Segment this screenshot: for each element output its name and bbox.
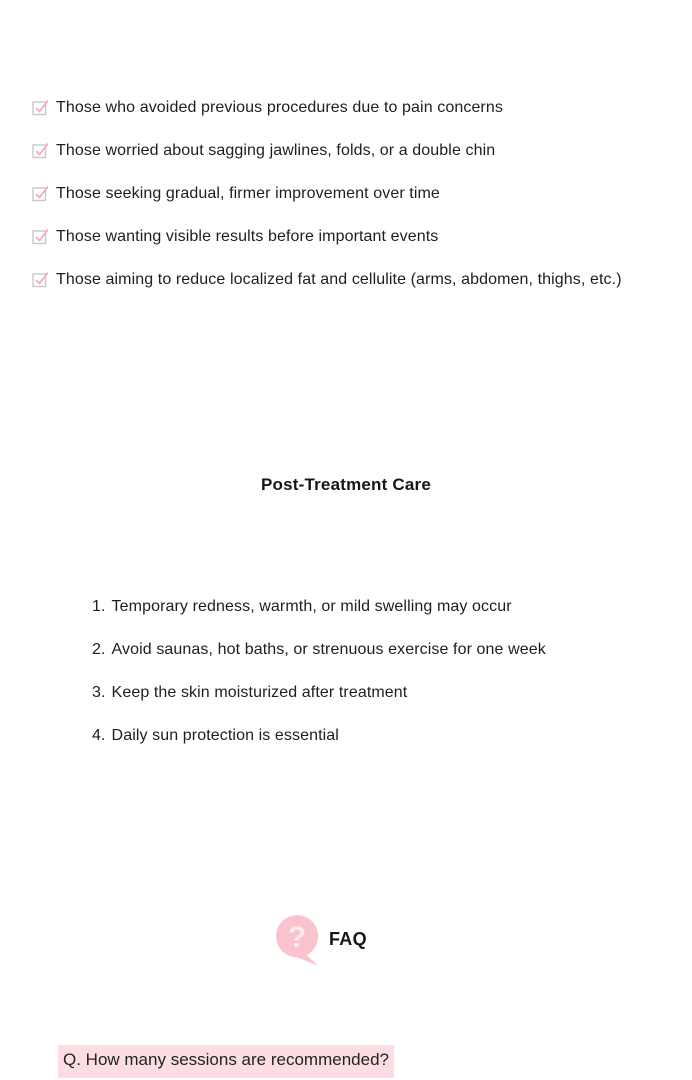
checkbox-check-icon: [32, 141, 50, 159]
list-item: [92, 637, 546, 662]
section-title-post-treatment-care: Post-Treatment Care: [260, 475, 432, 494]
faq-question: [58, 1050, 394, 1070]
list-item-text: Temporary redness, warmth, or mild swelling may occur: [111, 597, 512, 615]
svg-text:?: ?: [288, 920, 307, 954]
list-item-number: 2.: [92, 640, 106, 658]
list-item-number: 1.: [92, 597, 106, 615]
list-item-text: Those worried about sagging jawlines, folds, or a double chin: [56, 141, 496, 159]
list-item: [32, 95, 622, 120]
list-item-text: Daily sun protection is essential: [111, 726, 339, 744]
faq-section-title: FAQ: [329, 928, 367, 949]
faq-question-text: Q. How many sessions are recommended?: [58, 1045, 394, 1078]
list-item-text: Those aiming to reduce localized fat and cellulite (arms, abdomen, thighs, etc.): [56, 270, 622, 288]
checkbox-check-icon: [32, 270, 50, 288]
list-item: [92, 680, 546, 705]
candidates-checklist: [32, 95, 622, 310]
list-item: [92, 594, 546, 619]
checkbox-check-icon: [32, 227, 50, 245]
list-item-text: Those who avoided previous procedures due to pain concerns: [56, 98, 503, 116]
list-item-number: 4.: [92, 726, 106, 744]
list-item: [32, 267, 622, 292]
list-item-text: Keep the skin moisturized after treatment: [111, 683, 408, 701]
list-item-text: Those wanting visible results before important events: [56, 227, 439, 245]
list-item: [32, 224, 622, 249]
question-mark-speech-bubble-icon: [276, 915, 322, 967]
checkbox-check-icon: [32, 184, 50, 202]
list-item-text: Avoid saunas, hot baths, or strenuous exercise for one week: [111, 640, 546, 658]
list-item-text: Those seeking gradual, firmer improvement over time: [56, 184, 440, 202]
list-item-number: 3.: [92, 683, 106, 701]
checkbox-check-icon: [32, 98, 50, 116]
faq-section-header: [276, 915, 367, 967]
list-item: [32, 138, 622, 163]
list-item: [32, 181, 622, 206]
list-item: [92, 723, 546, 748]
post-treatment-list: [92, 594, 546, 766]
